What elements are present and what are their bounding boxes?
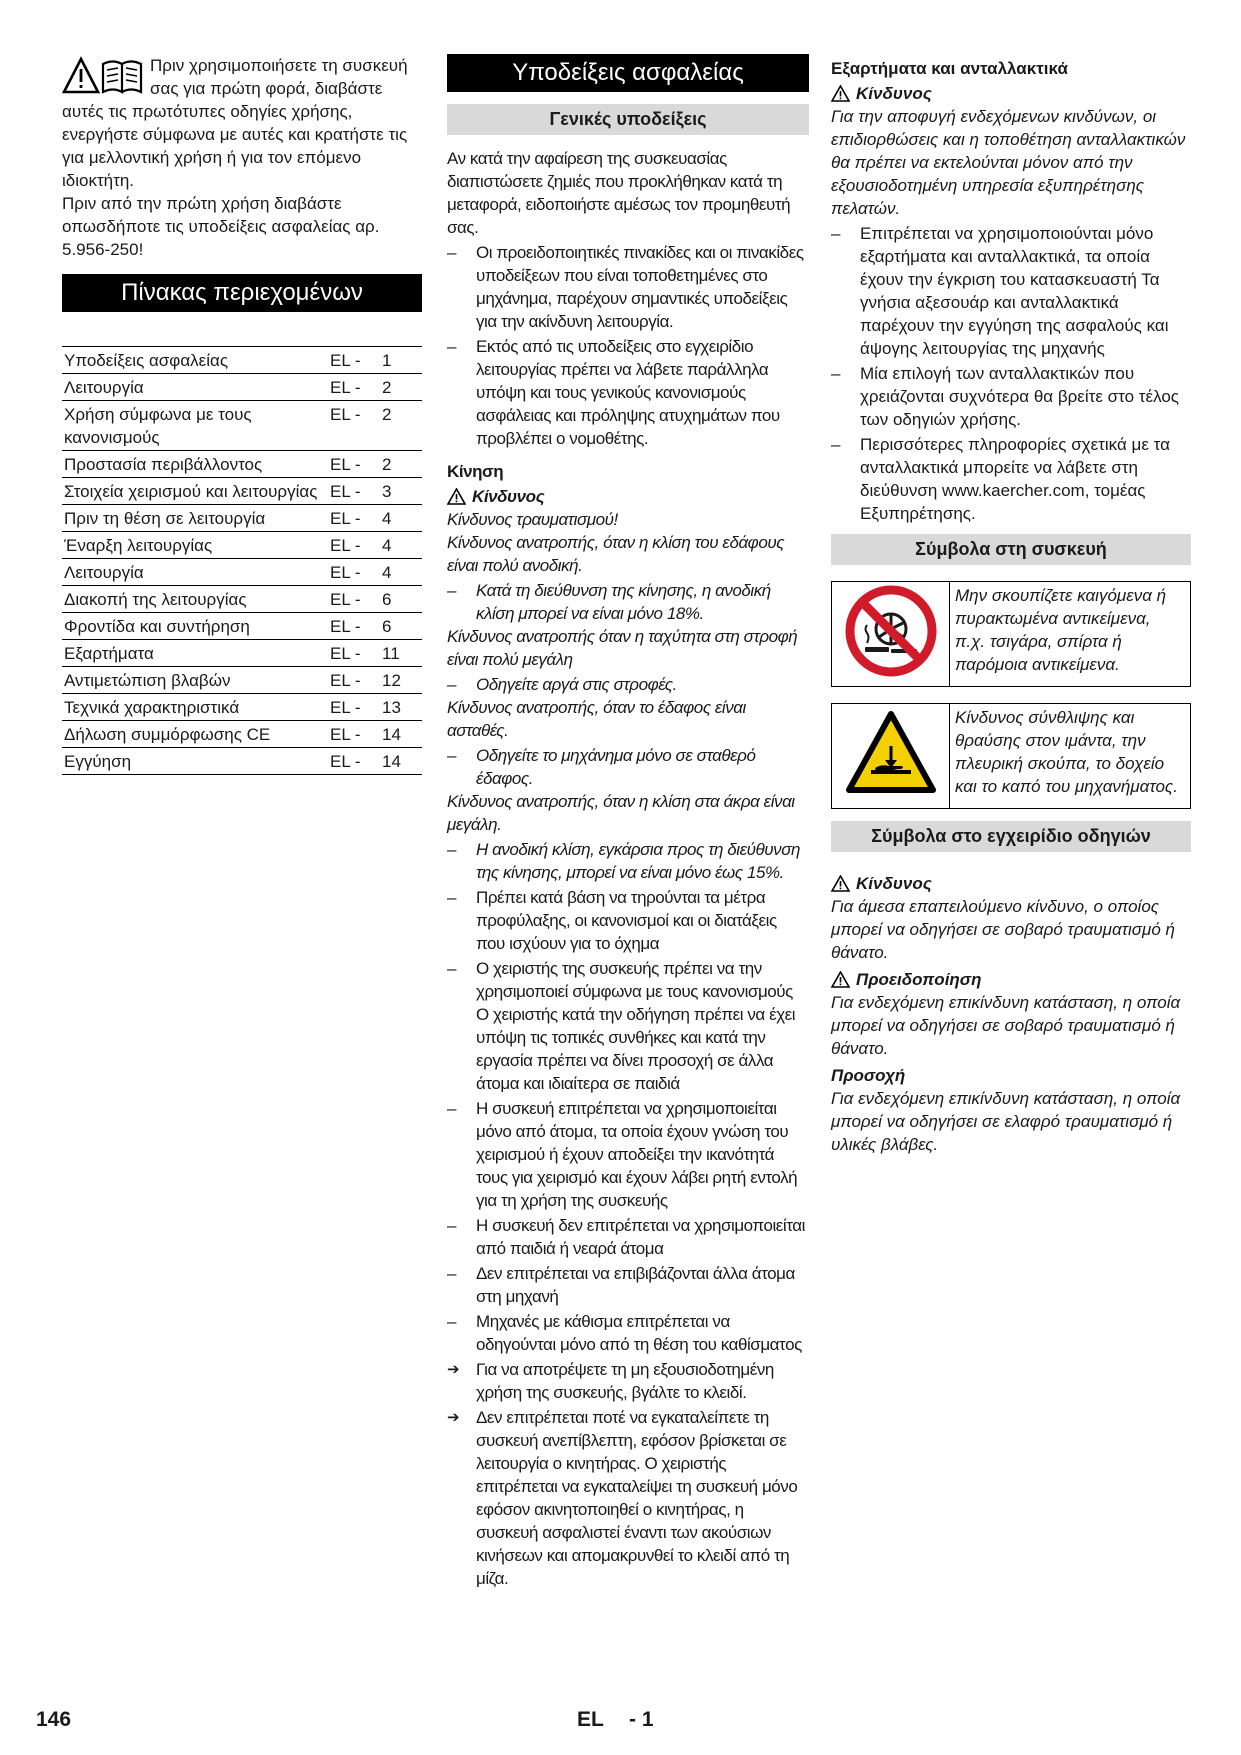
footer-subpage: - 1: [629, 1708, 654, 1731]
warning-triangle-icon: [831, 85, 850, 102]
toc-label: Λειτουργία: [62, 559, 328, 586]
toc-label: Διακοπή της λειτουργίας: [62, 586, 328, 613]
intro-text: Πριν χρησιμοποιήσετε τη συσκευή σας για πρώτη φορά, διαβάστε αυτές τις πρωτότυπες οδηγίες χρήσης, ενεργήστε σύμφωνα με αυτές και κρατήστε τις για μελλοντική χρήση ή για τον επόμενο ιδιοκτήτη.: [62, 56, 408, 190]
toc-page: 2: [380, 451, 422, 478]
toc-code: EL -: [328, 374, 380, 401]
rule-item: – Η συσκευή επιτρέπεται να χρησιμοποιείται μόνο από άτομα, τα οποία έχουν γνώση του χειρισμού ή έχουν αποδείξει την ικανότητά τους για χειρισμό και έχουν λάβει ρητή εντολή για τη χρήση της συσκευής: [447, 1097, 809, 1212]
toc-label: Φροντίδα και συντήρηση: [62, 613, 328, 640]
safety-title: Υποδείξεις ασφαλείας: [447, 54, 809, 92]
parts-text: Για την αποφυγή ενδεχόμενων κινδύνων, οι επιδιορθώσεις και η τοποθέτηση ανταλλακτικών θα πρέπει να εκτελούνται μόνον από την εξουσιοδοτημένη υπηρεσία εξυπηρέτησης πελατών.: [831, 107, 1186, 218]
toc-page: 11: [380, 640, 422, 667]
toc-label: Χρήση σύμφωνα με τους κανονισμούς: [62, 401, 328, 451]
action-item: ➔ Για να αποτρέψετε τη μη εξουσιοδοτημένη χρήση της συσκευής, βγάλτε το κλειδί.: [447, 1358, 809, 1404]
symbol-text: Μην σκουπίζετε καιγόμενα ή πυρακτωμένα αντικείμενα, π.χ. τσιγάρα, σπίρτα ή παρόμοια αντικείμενα.: [950, 582, 1191, 687]
toc-row: [62, 401, 422, 451]
toc-label: Εγγύηση: [62, 748, 328, 775]
toc-row: [62, 586, 422, 613]
toc-label: Υποδείξεις ασφαλείας: [62, 347, 328, 374]
parts-item: – Επιτρέπεται να χρησιμοποιούνται μόνο εξαρτήματα και ανταλλακτικά, τα οποία έχουν την έγκριση του κατασκευαστή Τα γνήσια αξεσουάρ και ανταλλακτικά παρέχουν την εγγύηση της ασφαλούς και άψογης λειτουργίας της μηχανής: [831, 222, 1191, 360]
toc-label: Λειτουργία: [62, 374, 328, 401]
device-symbols-title: Σύμβολα στη συσκευή: [831, 534, 1191, 565]
toc-label: Πριν τη θέση σε λειτουργία: [62, 505, 328, 532]
general-text: Αν κατά την αφαίρεση της συσκευασίας διαπιστώσετε ζημιές που προκλήθηκαν κατά τη μεταφορά, ειδοποιήστε αμέσως τον προμηθευτή σας.: [447, 149, 791, 237]
tip-item: – Κατά τη διεύθυνση της κίνησης, η ανοδική κλίση μπορεί να είναι μόνο 18%.: [447, 579, 809, 625]
toc-page: 2: [380, 374, 422, 401]
toc-page: 3: [380, 478, 422, 505]
toc-page: 6: [380, 613, 422, 640]
toc-row: [62, 374, 422, 401]
toc-label: Στοιχεία χειρισμού και λειτουργίας: [62, 478, 328, 505]
symbol-text: Κίνδυνος σύνθλιψης και θραύσης στον ιμάντα, την πλευρική σκούπα, το δοχείο και το καπό του μηχανήματος.: [950, 704, 1191, 809]
toc-page: 2: [380, 401, 422, 451]
column-right: [831, 54, 1191, 1156]
toc-code: EL -: [328, 401, 380, 451]
toc-code: EL -: [328, 532, 380, 559]
toc-code: EL -: [328, 586, 380, 613]
symbol-table: [831, 581, 1191, 687]
warning-triangle-icon: [831, 875, 850, 892]
toc-code: EL -: [328, 667, 380, 694]
warning-heading: Προειδοποίηση: [831, 968, 1191, 991]
toc-page: 6: [380, 586, 422, 613]
toc-page: 12: [380, 667, 422, 694]
danger-heading: Κίνδυνος: [447, 485, 809, 508]
toc-code: EL -: [328, 721, 380, 748]
tip-item: – Οδηγείτε αργά στις στροφές.: [447, 673, 809, 696]
action-item: ➔ Δεν επιτρέπεται ποτέ να εγκαταλείπετε τη συσκευή ανεπίβλεπτη, εφόσον βρίσκεται σε λειτουργία ο κινητήρας. Ο χειριστής επιτρέπεται να εγκαταλείψει τη συσκευή μόνο εφόσον ακινητοποιηθεί ο κινητήρας, η συσκευή ασφαλιστεί έναντι των ακούσιων κινήσεων και απομακρυνθεί το κλειδί από τη μίζα.: [447, 1406, 809, 1590]
caution-heading: Προσοχή: [831, 1066, 906, 1085]
toc-row: [62, 721, 422, 748]
injury-text: Κίνδυνος τραυματισμού!: [447, 510, 618, 529]
general-item: – Εκτός από τις υποδείξεις στο εγχειρίδιο λειτουργίας πρέπει να λάβετε παράλληλα υπόψη και τους γενικούς κανονισμούς ασφάλειας και πρόληψης ατυχημάτων που προβλέπει ο νομοθέτης.: [447, 335, 809, 450]
warning-manual-icon: [62, 56, 146, 96]
toc-row: [62, 478, 422, 505]
parts-item: – Περισσότερες πληροφορίες σχετικά με τα ανταλλακτικά μπορείτε να λάβετε στη διεύθυνση www.kaercher.com, τομέας Εξυπηρέτησης.: [831, 433, 1191, 525]
toc-page: 4: [380, 505, 422, 532]
rule-item: – Πρέπει κατά βάση να τηρούνται τα μέτρα προφύλαξης, οι κανονισμοί και οι διατάξεις που ισχύουν για το όχημα: [447, 886, 809, 955]
toc-label: Τεχνικά χαρακτηριστικά: [62, 694, 328, 721]
toc-row: [62, 694, 422, 721]
warning-triangle-icon: [447, 488, 466, 505]
intro-text-2: Πριν από την πρώτη χρήση διαβάστε οπωσδήποτε τις υποδείξεις ασφαλείας αρ. 5.956-250!: [62, 194, 380, 259]
symbol-image-cell: [832, 582, 950, 687]
parts-title: Εξαρτήματα και ανταλλακτικά: [831, 59, 1068, 78]
general-title: Γενικές υποδείξεις: [447, 104, 809, 135]
toc-row: [62, 532, 422, 559]
toc-label: Δήλωση συμμόρφωσης CE: [62, 721, 328, 748]
crush-hazard-icon: [845, 710, 937, 796]
manual-symbols-title: Σύμβολα στο εγχειρίδιο οδηγιών: [831, 821, 1191, 852]
symbol-table: [831, 703, 1191, 809]
tip-item: – Οδηγείτε το μηχάνημα μόνο σε σταθερό έδαφος.: [447, 744, 809, 790]
toc-label: Εξαρτήματα: [62, 640, 328, 667]
column-middle: [447, 54, 809, 1590]
toc-code: EL -: [328, 613, 380, 640]
toc-row: [62, 559, 422, 586]
toc-row: [62, 347, 422, 374]
toc-row: [62, 640, 422, 667]
toc-code: EL -: [328, 694, 380, 721]
danger-definition: Για άμεσα επαπειλούμενο κίνδυνο, ο οποίος μπορεί να οδηγήσει σε σοβαρό τραυματισμό ή θάνατο.: [831, 897, 1175, 962]
toc-table: [62, 346, 422, 775]
tip-text: Κίνδυνος ανατροπής όταν η ταχύτητα στη στροφή είναι πολύ μεγάλη: [447, 627, 798, 669]
tip-text: Κίνδυνος ανατροπής, όταν η κλίση στα άκρα είναι μεγάλη.: [447, 792, 795, 834]
danger-heading: Κίνδυνος: [831, 872, 1191, 895]
toc-page: 13: [380, 694, 422, 721]
rule-item: – Δεν επιτρέπεται να επιβιβάζονται άλλα άτομα στη μηχανή: [447, 1262, 809, 1308]
page-number: 146: [36, 1708, 72, 1731]
symbol-image-cell: [832, 704, 950, 809]
general-item: – Οι προειδοποιητικές πινακίδες και οι πινακίδες υποδείξεων που είναι τοποθετημένες στο μηχάνημα, παρέχουν σημαντικές υποδείξεις για την ακίνδυνη λειτουργία.: [447, 241, 809, 333]
toc-code: EL -: [328, 347, 380, 374]
rule-item: – Ο χειριστής της συσκευής πρέπει να την χρησιμοποιεί σύμφωνα με τους κανονισμούς Ο χειριστής κατά την οδήγηση πρέπει να έχει υπόψη τις τοπικές συνθήκες και κατά την εργασία πρέπει να δίνει προσοχή σε άλλα άτομα και ιδιαίτερα σε παιδιά: [447, 957, 809, 1095]
intro-block: [62, 54, 422, 261]
tip-text: Κίνδυνος ανατροπής, όταν η κλίση του εδάφους είναι πολύ ανοδική.: [447, 533, 785, 575]
toc-code: EL -: [328, 640, 380, 667]
parts-item: – Μία επιλογή των ανταλλακτικών που χρειάζονται συχνότερα θα βρείτε στο τέλος των οδηγιών χρήσης.: [831, 362, 1191, 431]
toc-label: Αντιμετώπιση βλαβών: [62, 667, 328, 694]
toc-label: Έναρξη λειτουργίας: [62, 532, 328, 559]
no-burning-objects-icon: [845, 585, 937, 677]
toc-code: EL -: [328, 478, 380, 505]
tip-item: – Η ανοδική κλίση, εγκάρσια προς τη διεύθυνση της κίνησης, μπορεί να είναι μόνο έως 15%.: [447, 838, 809, 884]
column-left: [62, 54, 422, 775]
toc-row: [62, 505, 422, 532]
toc-row: [62, 613, 422, 640]
toc-row: [62, 748, 422, 775]
rule-item: – Μηχανές με κάθισμα επιτρέπεται να οδηγούνται μόνο από τη θέση του καθίσματος: [447, 1310, 809, 1356]
toc-page: 14: [380, 748, 422, 775]
footer-lang: EL: [577, 1708, 604, 1731]
toc-page: 4: [380, 532, 422, 559]
toc-code: EL -: [328, 748, 380, 775]
toc-code: EL -: [328, 559, 380, 586]
caution-definition: Για ενδεχόμενη επικίνδυνη κατάσταση, η οποία μπορεί να οδηγήσει σε ελαφρό τραυματισμό ή υλικές βλάβες.: [831, 1089, 1181, 1154]
danger-heading: Κίνδυνος: [831, 82, 1191, 105]
toc-label: Προστασία περιβάλλοντος: [62, 451, 328, 478]
rule-item: – Η συσκευή δεν επιτρέπεται να χρησιμοποιείται από παιδιά ή νεαρά άτομα: [447, 1214, 809, 1260]
toc-page: 1: [380, 347, 422, 374]
toc-code: EL -: [328, 505, 380, 532]
toc-page: 14: [380, 721, 422, 748]
warning-definition: Για ενδεχόμενη επικίνδυνη κατάσταση, η οποία μπορεί να οδηγήσει σε σοβαρό τραυματισμό ή θάνατο.: [831, 993, 1181, 1058]
toc-code: EL -: [328, 451, 380, 478]
toc-title: Πίνακας περιεχομένων: [62, 274, 422, 312]
toc-row: [62, 451, 422, 478]
toc-page: 4: [380, 559, 422, 586]
tip-text: Κίνδυνος ανατροπής, όταν το έδαφος είναι ασταθές.: [447, 698, 746, 740]
toc-row: [62, 667, 422, 694]
movement-title: Κίνηση: [447, 462, 504, 481]
warning-triangle-icon: [831, 971, 850, 988]
